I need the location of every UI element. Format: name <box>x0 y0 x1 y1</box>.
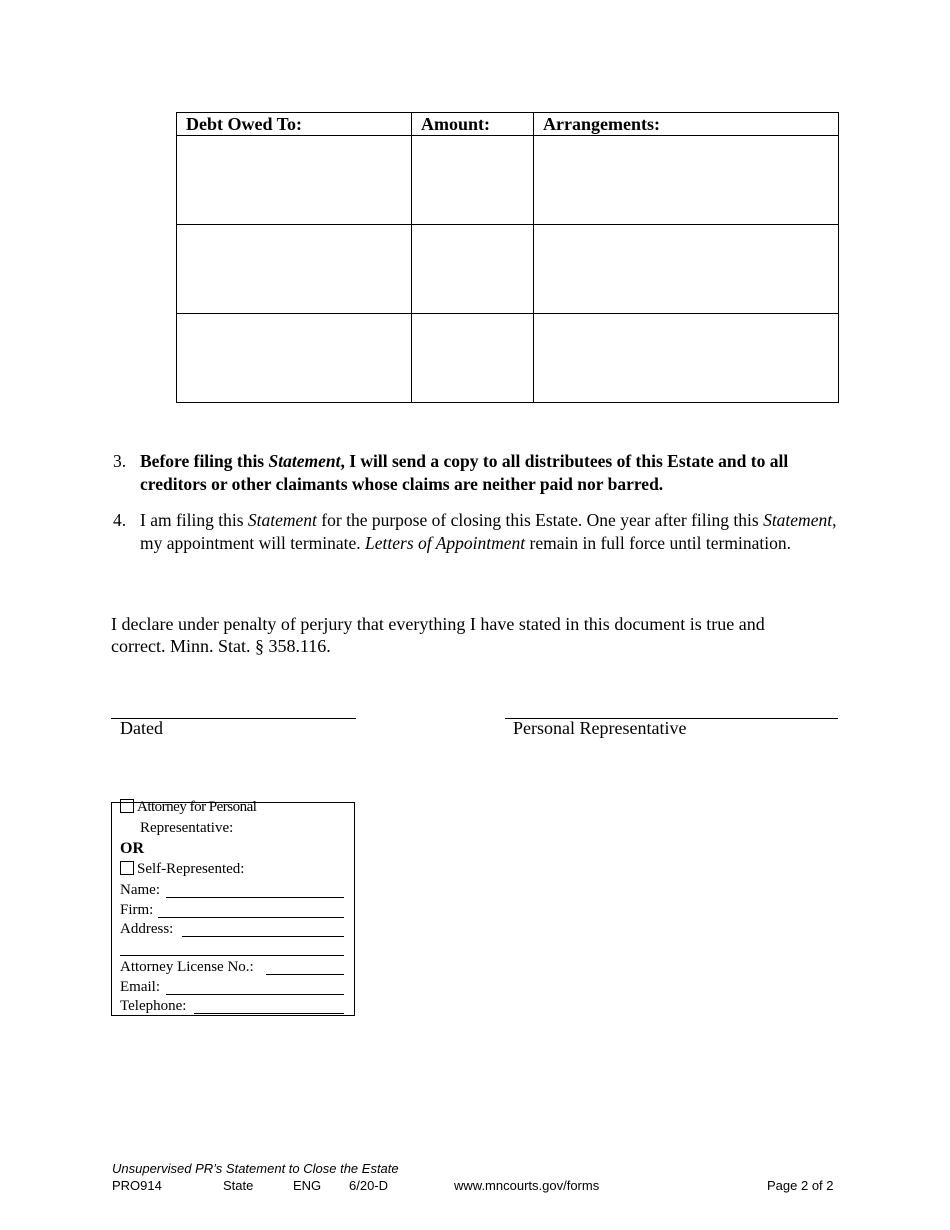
item-4-part1: I am filing this <box>140 510 248 530</box>
personal-representative-label: Personal Representative <box>513 718 687 738</box>
attorney-label: Attorney for Personal <box>137 799 257 815</box>
item-4-italic2: Statement <box>763 510 833 530</box>
item-4-number: 4. <box>113 510 127 530</box>
table-header-row <box>177 113 839 136</box>
header-debt-owed-to: Debt Owed To: <box>177 113 412 136</box>
address-label: Address: <box>120 921 174 937</box>
telephone-label: Telephone: <box>120 998 187 1014</box>
debt-owed-to-cell[interactable] <box>177 225 412 314</box>
footer-form-id: PRO914 <box>112 1178 162 1193</box>
item-3-number: 3. <box>113 451 127 471</box>
item-3-text <box>140 450 840 496</box>
item-3-italic: Statement <box>268 451 341 471</box>
attorney-option <box>120 799 256 816</box>
firm-label: Firm: <box>120 902 154 918</box>
name-label: Name: <box>120 882 160 898</box>
footer-url[interactable]: www.mncourts.gov/forms <box>454 1178 600 1193</box>
debt-owed-to-cell[interactable] <box>177 314 412 403</box>
amount-cell[interactable] <box>412 136 534 225</box>
header-amount: Amount: <box>412 113 534 136</box>
item-4-part2: for the purpose of closing this Estate. One year after filing this <box>316 510 764 530</box>
email-label: Email: <box>120 979 160 995</box>
self-represented-option <box>120 861 244 878</box>
attorney-label-line2: Representative: <box>140 820 234 836</box>
footer-form-title: Unsupervised PR’s Statement to Close the Estate <box>112 1161 399 1176</box>
telephone-field[interactable] <box>194 1013 344 1014</box>
or-label: OR <box>120 840 144 857</box>
item-4-part4: remain in full force until termination. <box>525 533 791 553</box>
table-row <box>177 225 839 314</box>
footer-page-number: Page 2 of 2 <box>767 1178 834 1193</box>
firm-field[interactable] <box>158 917 344 918</box>
name-field[interactable] <box>166 897 344 898</box>
item-4-part3: , my appointment will terminate. <box>140 510 837 553</box>
item-4-italic3: Letters of Appointment <box>365 533 526 553</box>
arrangements-cell[interactable] <box>534 136 839 225</box>
license-label: Attorney License No.: <box>120 959 254 975</box>
arrangements-cell[interactable] <box>534 225 839 314</box>
header-arrangements: Arrangements: <box>534 113 839 136</box>
item-3-part2: , I will send a copy to all distributees of this Estate and to all creditors or other claimants whose claims are neither paid nor barred. <box>140 451 789 494</box>
table-row <box>177 314 839 403</box>
item-4-italic1: Statement <box>247 510 317 530</box>
license-field[interactable] <box>266 974 344 975</box>
item-3-part1: Before filing this <box>140 451 269 471</box>
attorney-checkbox[interactable] <box>120 799 134 813</box>
self-represented-checkbox[interactable] <box>120 861 134 875</box>
footer-revision: 6/20-D <box>349 1178 389 1193</box>
arrangements-cell[interactable] <box>534 314 839 403</box>
footer-state: State <box>223 1178 254 1193</box>
declaration: I declare under penalty of perjury that everything I have stated in this document is true and correct. Minn. Stat. § 358.116. <box>111 614 765 656</box>
table-row <box>177 136 839 225</box>
dated-label: Dated <box>120 718 163 738</box>
footer-lang: ENG <box>293 1178 322 1193</box>
amount-cell[interactable] <box>412 225 534 314</box>
debt-table <box>176 112 839 403</box>
email-field[interactable] <box>166 994 344 995</box>
item-4-text <box>140 509 840 555</box>
debt-owed-to-cell[interactable] <box>177 136 412 225</box>
amount-cell[interactable] <box>412 314 534 403</box>
self-represented-label: Self-Represented: <box>137 861 245 877</box>
address-field-line2[interactable] <box>120 955 344 956</box>
address-field[interactable] <box>182 936 344 937</box>
attorney-info-box <box>111 799 355 1016</box>
